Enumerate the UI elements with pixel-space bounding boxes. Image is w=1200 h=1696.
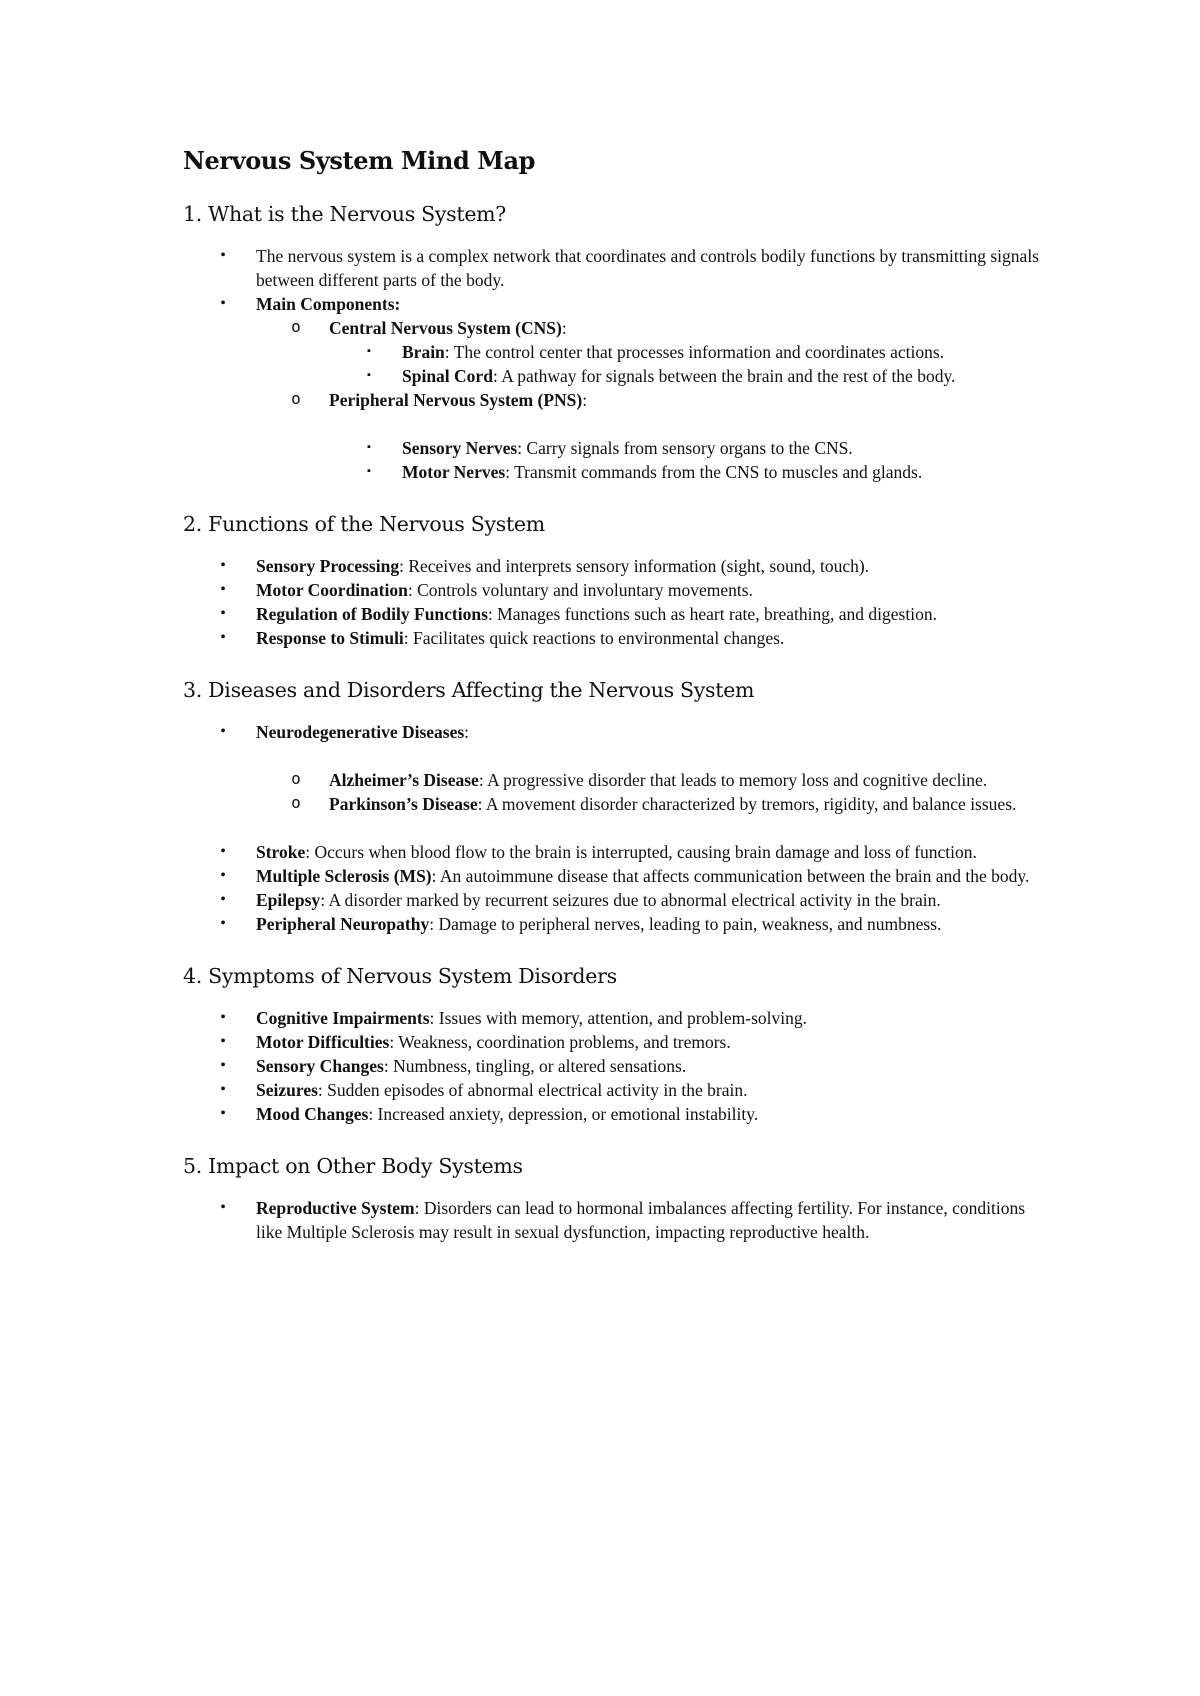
item-term: Motor Coordination: [256, 580, 408, 600]
bullet-icon: •: [220, 915, 226, 932]
circle-bullet-icon: o: [291, 389, 301, 408]
list-item: [256, 316, 1043, 388]
item-term: Alzheimer’s Disease: [329, 770, 479, 790]
bullet-icon: •: [220, 1081, 226, 1098]
section-1-list: [183, 244, 1043, 484]
item-term: Motor Difficulties: [256, 1032, 390, 1052]
list-item: [183, 1196, 1043, 1244]
intro-text: The nervous system is a complex network that coordinates and controls bodily functions by transmitting signals between different parts of the body.: [256, 246, 1039, 290]
item-term: Seizures: [256, 1080, 318, 1100]
label-suffix: :: [464, 722, 470, 742]
bullet-icon: •: [220, 1009, 226, 1026]
list-item: [183, 626, 1043, 650]
item-text: : Sudden episodes of abnormal electrical activity in the brain.: [317, 1080, 748, 1100]
list-item: [183, 554, 1043, 578]
cns-label: Central Nervous System (CNS): [329, 318, 562, 338]
spacer: [256, 816, 1043, 840]
list-item: [183, 1102, 1043, 1126]
cns-sublist: [329, 340, 1043, 388]
spacer: [329, 412, 1043, 436]
list-item: [183, 1054, 1043, 1078]
list-item: [329, 364, 1043, 388]
circle-bullet-icon: o: [291, 317, 301, 336]
item-text: : Weakness, coordination problems, and tremors.: [389, 1032, 731, 1052]
neuro-sublist: [256, 768, 1043, 816]
list-item: [183, 292, 1043, 484]
item-term: Response to Stimuli: [256, 628, 404, 648]
item-text: : A pathway for signals between the brain and the rest of the body.: [492, 366, 956, 386]
label-suffix: :: [582, 390, 588, 410]
item-term: Mood Changes: [256, 1104, 369, 1124]
item-text: : Manages functions such as heart rate, breathing, and digestion.: [487, 604, 937, 624]
item-text: : Transmit commands from the CNS to muscles and glands.: [505, 462, 923, 482]
item-text: : An autoimmune disease that affects communication between the brain and the body.: [431, 866, 1030, 886]
document-title: Nervous System Mind Map: [183, 146, 535, 175]
list-item: [329, 460, 1043, 484]
bullet-icon: •: [220, 557, 226, 574]
section-5-list: [183, 1196, 1043, 1244]
item-text: : Carry signals from sensory organs to the CNS.: [517, 438, 853, 458]
bullet-icon: •: [220, 1105, 226, 1122]
item-term: Peripheral Neuropathy: [256, 914, 430, 934]
list-item: [183, 1030, 1043, 1054]
list-item: [183, 864, 1043, 888]
item-text: : A disorder marked by recurrent seizures due to abnormal electrical activity in the brain.: [320, 890, 941, 910]
bullet-icon: •: [220, 247, 226, 264]
section-2-heading: 2. Functions of the Nervous System: [183, 512, 545, 536]
item-text: : Controls voluntary and involuntary movements.: [407, 580, 753, 600]
section-3-list: [183, 720, 1043, 936]
item-term: Motor Nerves: [402, 462, 506, 482]
section-1-heading: 1. What is the Nervous System?: [183, 202, 506, 226]
bullet-icon: •: [220, 629, 226, 646]
bullet-icon: •: [220, 1057, 226, 1074]
item-text: : Facilitates quick reactions to environmental changes.: [403, 628, 785, 648]
square-bullet-icon: ▪: [367, 345, 371, 357]
item-term: Brain: [402, 342, 445, 362]
item-text: : Issues with memory, attention, and problem-solving.: [429, 1008, 808, 1028]
bullet-icon: •: [220, 295, 226, 312]
list-item: [256, 388, 1043, 484]
item-term: Sensory Processing: [256, 556, 400, 576]
label-suffix: :: [561, 318, 567, 338]
list-item: [329, 436, 1043, 460]
spacer: [256, 744, 1043, 768]
list-item: [183, 840, 1043, 864]
item-term: Spinal Cord: [402, 366, 493, 386]
bullet-icon: •: [220, 581, 226, 598]
list-item: [183, 578, 1043, 602]
document-body: [183, 145, 1043, 1270]
item-text: : The control center that processes information and coordinates actions.: [444, 342, 945, 362]
section-4-heading: 4. Symptoms of Nervous System Disorders: [183, 964, 617, 988]
item-text: : Damage to peripheral nerves, leading to pain, weakness, and numbness.: [429, 914, 942, 934]
list-item: [183, 244, 1043, 292]
bullet-icon: •: [220, 867, 226, 884]
item-text: : Numbness, tingling, or altered sensations.: [383, 1056, 687, 1076]
item-term: Epilepsy: [256, 890, 321, 910]
list-item: [183, 1078, 1043, 1102]
item-text: : Increased anxiety, depression, or emotional instability.: [368, 1104, 759, 1124]
item-text: : Receives and interprets sensory information (sight, sound, touch).: [399, 556, 870, 576]
bullet-icon: •: [220, 723, 226, 740]
section-5-heading: 5. Impact on Other Body Systems: [183, 1154, 523, 1178]
item-text: : A movement disorder characterized by tremors, rigidity, and balance issues.: [477, 794, 1017, 814]
square-bullet-icon: ▪: [367, 369, 371, 381]
item-term: Neurodegenerative Diseases: [256, 722, 465, 742]
bullet-icon: •: [220, 1199, 226, 1216]
circle-bullet-icon: o: [291, 793, 301, 812]
pns-sublist: [329, 436, 1043, 484]
item-term: Sensory Nerves: [402, 438, 518, 458]
list-item: [183, 720, 1043, 840]
item-text: : A progressive disorder that leads to memory loss and cognitive decline.: [478, 770, 988, 790]
bullet-icon: •: [220, 605, 226, 622]
list-item: [183, 602, 1043, 626]
list-item: [183, 1006, 1043, 1030]
list-item: [183, 888, 1043, 912]
bullet-icon: •: [220, 1033, 226, 1050]
square-bullet-icon: ▪: [367, 465, 371, 477]
item-term: Regulation of Bodily Functions: [256, 604, 488, 624]
section-4-list: [183, 1006, 1043, 1126]
item-term: Parkinson’s Disease: [329, 794, 478, 814]
section-2-list: [183, 554, 1043, 650]
section-3-heading: 3. Diseases and Disorders Affecting the Nervous System: [183, 678, 755, 702]
circle-bullet-icon: o: [291, 769, 301, 788]
bullet-icon: •: [220, 891, 226, 908]
pns-label: Peripheral Nervous System (PNS): [329, 390, 583, 410]
item-term: Stroke: [256, 842, 306, 862]
main-components-label: Main Components:: [256, 294, 401, 314]
item-term: Multiple Sclerosis (MS): [256, 866, 432, 886]
list-item: [329, 340, 1043, 364]
item-term: Cognitive Impairments: [256, 1008, 430, 1028]
list-item: [183, 912, 1043, 936]
list-item: [256, 768, 1043, 792]
list-item: [256, 792, 1043, 816]
item-text: : Occurs when blood flow to the brain is interrupted, causing brain damage and loss of function.: [305, 842, 977, 862]
square-bullet-icon: ▪: [367, 441, 371, 453]
item-term: Sensory Changes: [256, 1056, 384, 1076]
item-term: Reproductive System: [256, 1198, 415, 1218]
bullet-icon: •: [220, 843, 226, 860]
components-sublist: [256, 316, 1043, 484]
item-text: : Disorders can lead to hormonal imbalances affecting fertility. For instance, conditions like Multiple Sclerosis may result in sexual dysfunction, impacting reproductive health.: [256, 1198, 1026, 1242]
